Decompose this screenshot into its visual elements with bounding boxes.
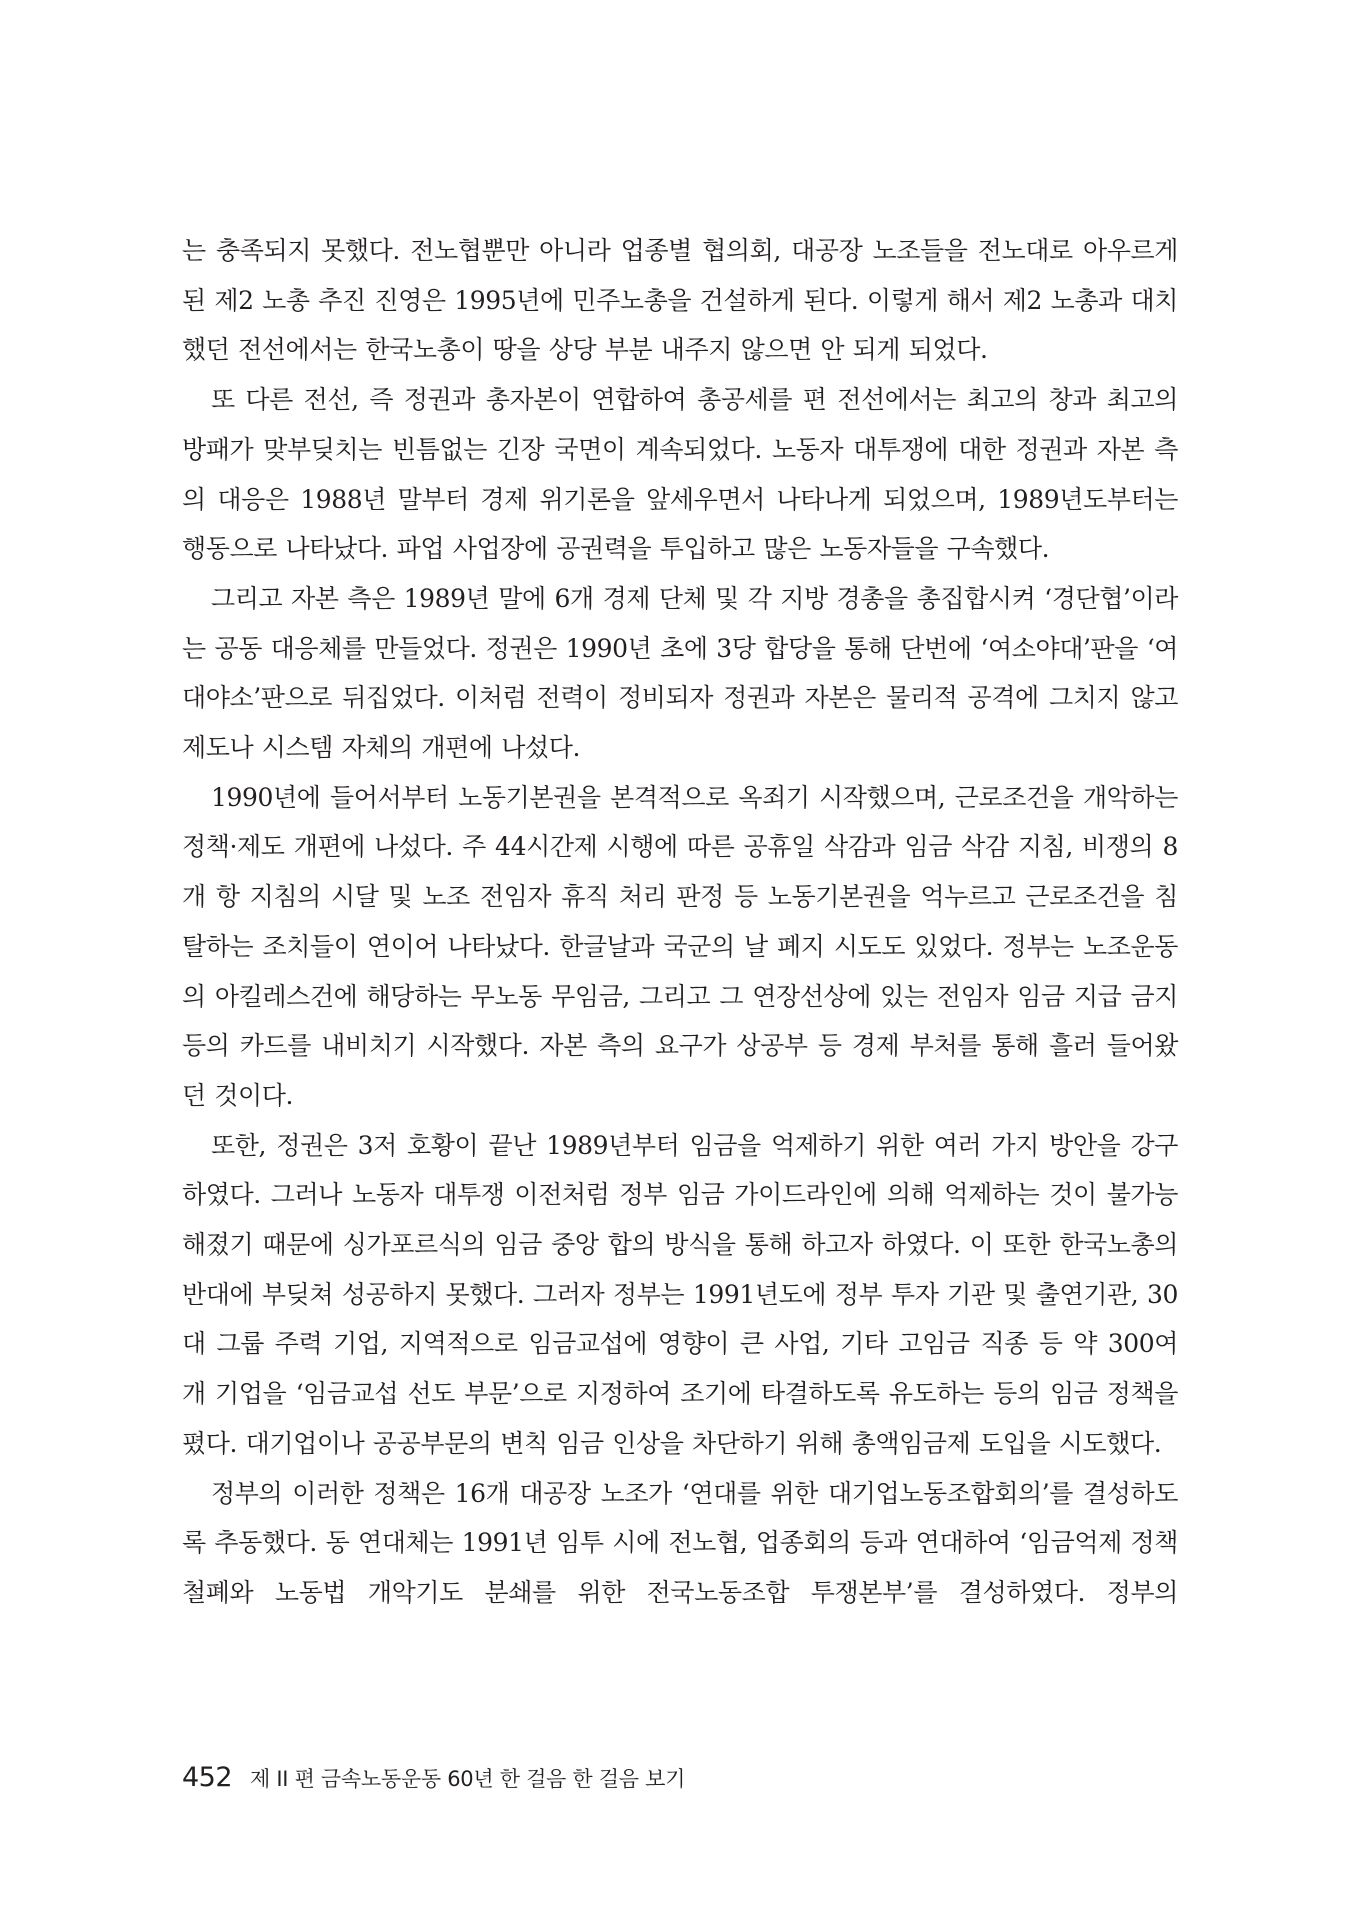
page-footer	[182, 1762, 685, 1802]
body-text	[182, 226, 1178, 1618]
paragraph: 그리고 자본 측은 1989년 말에 6개 경제 단체 및 각 지방 경총을 총집합시켜 ‘경단협’이라는 공동 대응체를 만들었다. 정권은 1990년 초에 3당 합당을 통해 단번에 ‘여소야대’판을 ‘여대야소’판으로 뒤집었다. 이처럼 전력이 정비되자 정권과 자본은 물리적 공격에 그치지 않고 제도나 시스템 자체의 개편에 나섰다.	[182, 583, 1178, 763]
paragraph: 또 다른 전선, 즉 정권과 총자본이 연합하여 총공세를 편 전선에서는 최고의 창과 최고의 방패가 맞부딪치는 빈틈없는 긴장 국면이 계속되었다. 노동자 대투쟁에 대한 정권과 자본 측의 대응은 1988년 말부터 경제 위기론을 앞세우면서 나타나게 되었으며, 1989년도부터는 행동으로 나타났다. 파업 사업장에 공권력을 투입하고 많은 노동자들을 구속했다.	[182, 385, 1178, 564]
paragraph-continues-next-page: 정부의 이러한 정책은 16개 대공장 노조가 ‘연대를 위한 대기업노동조합회의’를 결성하도록 추동했다. 동 연대체는 1991년 임투 시에 전노협, 업종회의 등과 연대하여 ‘임금억제 정책 철폐와 노동법 개악기도 분쇄를 위한 전국노동조합 투쟁본부’를 결성하였다. 정부의	[182, 1478, 1178, 1607]
paragraph: 또한, 정권은 3저 호황이 끝난 1989년부터 임금을 억제하기 위한 여러 가지 방안을 강구하였다. 그러나 노동자 대투쟁 이전처럼 정부 임금 가이드라인에 의해 억제하는 것이 불가능해졌기 때문에 싱가포르식의 임금 중앙 합의 방식을 통해 하고자 하였다. 이 또한 한국노총의 반대에 부딪쳐 성공하지 못했다. 그러자 정부는 1991년도에 정부 투자 기관 및 출연기관, 30대 그룹 주력 기업, 지역적으로 임금교섭에 영향이 큰 사업, 기타 고임금 직종 등 약 300여 개 기업을 ‘임금교섭 선도 부문’으로 지정하여 조기에 타결하도록 유도하는 등의 임금 정책을 폈다. 대기업이나 공공부문의 변칙 임금 인상을 차단하기 위해 총액임금제 도입을 시도했다.	[182, 1130, 1178, 1458]
running-title: 제 II 편 금속노동운동 60년 한 걸음 한 걸음 보기	[250, 1767, 686, 1791]
paragraph-continued: 는 충족되지 못했다. 전노협뿐만 아니라 업종별 협의회, 대공장 노조들을 전노대로 아우르게 된 제2 노총 추진 진영은 1995년에 민주노총을 건설하게 된다. 이렇게 해서 제2 노총과 대치했던 전선에서는 한국노총이 땅을 상당 부분 내주지 않으면 안 되게 되었다.	[182, 236, 1178, 365]
page-number: 452	[182, 1762, 233, 1793]
paragraph: 1990년에 들어서부터 노동기본권을 본격적으로 옥죄기 시작했으며, 근로조건을 개악하는 정책·제도 개편에 나섰다. 주 44시간제 시행에 따른 공휴일 삭감과 임금 삭감 지침, 비쟁의 8개 항 지침의 시달 및 노조 전임자 휴직 처리 판정 등 노동기본권을 억누르고 근로조건을 침탈하는 조치들이 연이어 나타났다. 한글날과 국군의 날 폐지 시도도 있었다. 정부는 노조운동의 아킬레스건에 해당하는 무노동 무임금, 그리고 그 연장선상에 있는 전임자 임금 지급 금지 등의 카드를 내비치기 시작했다. 자본 측의 요구가 상공부 등 경제 부처를 통해 흘러 들어왔던 것이다.	[182, 782, 1178, 1110]
